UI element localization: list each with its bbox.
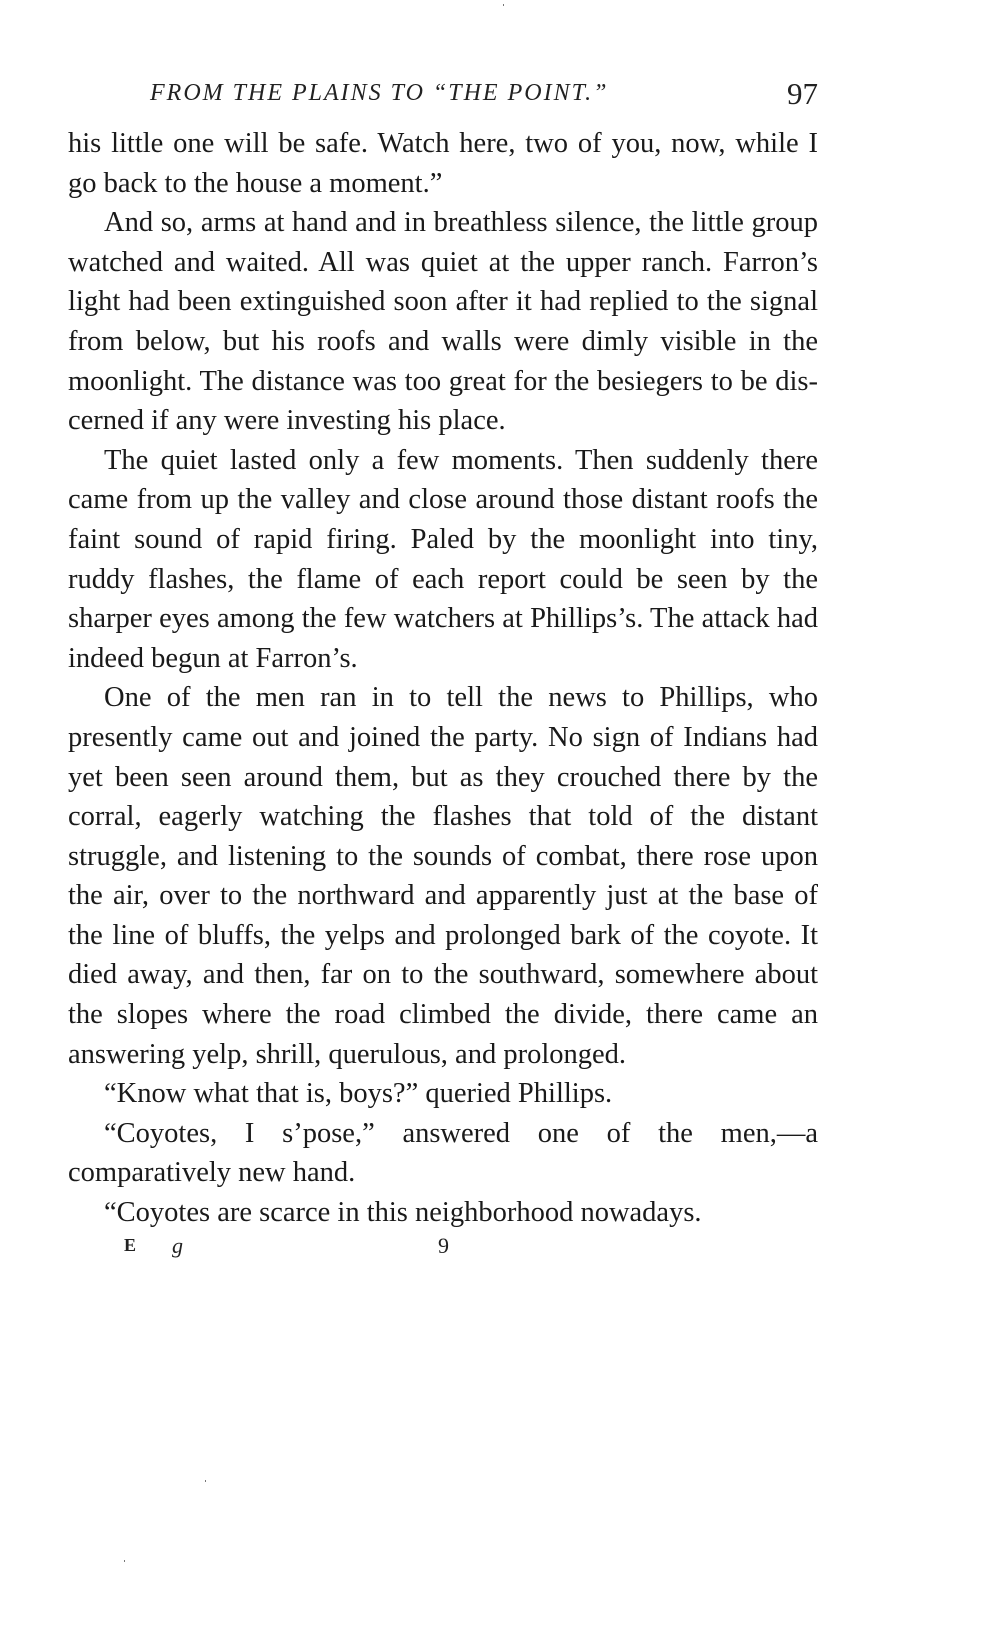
paragraph-3: The quiet lasted only a few moments. Then suddenly there came from up the valley and close around those distant roofs the faint sound of rapid firing. Paled by the moonlight into tiny, ruddy flashes, the flame of each report could be seen by the sharper eyes among the few watchers at Phillips’s. The attack had indeed begun at Farron’s.: [68, 444, 818, 674]
page-header: [68, 70, 818, 124]
book-page: [68, 70, 818, 1271]
paragraph-5: “Know what that is, boys?” queried Phillips.: [104, 1078, 613, 1110]
signature-mark: E: [124, 1234, 137, 1255]
paper-speck: [503, 4, 504, 6]
paragraph-6: “Coyotes, I s’pose,” answered one of the men,—a comparatively new hand.: [68, 1117, 818, 1189]
paragraph-1: his little one will be safe. Watch here, two of you, now, while I go back to the house a moment.”: [68, 128, 818, 199]
paper-speck: [205, 1480, 206, 1482]
paper-speck: [124, 1560, 125, 1562]
page-number: 97: [787, 76, 818, 111]
signature-number: 9: [438, 1232, 449, 1258]
page-footer: [68, 1232, 818, 1271]
running-head: FROM THE PLAINS TO “THE POINT.”: [150, 80, 609, 106]
paragraph-7: “Coyotes are scarce in this neighborhood nowadays.: [104, 1197, 702, 1229]
paragraph-4: One of the men ran in to tell the news to Phillips, who presently came out and joined the party. No sign of Indians had yet been seen around them, but as they crouched there by the corral, eagerly watching the flashes that told of the distant struggle, and listening to the sounds of combat, there rose upon the air, over to the northward and apparently just at the base of the line of bluffs, the yelps and prolonged bark of the coyote. It died away, and then, far on to the southward, somewhere about the slopes where the road climbed the divide, there came an answering yelp, shrill, querulous, and prolonged.: [68, 682, 818, 1070]
signature-letter: g: [172, 1232, 183, 1258]
paragraph-2: And so, arms at hand and in breathless silence, the little group watched and waited. All was quiet at the upper ranch. Farron’s light had been extinguished soon after it had replied to the signal from below, but his roofs and walls were dimly visible in the moonlight. The distance was too great for the besiegers to be discerned if any were investing his place.: [68, 207, 818, 437]
body-text: [68, 124, 818, 1233]
